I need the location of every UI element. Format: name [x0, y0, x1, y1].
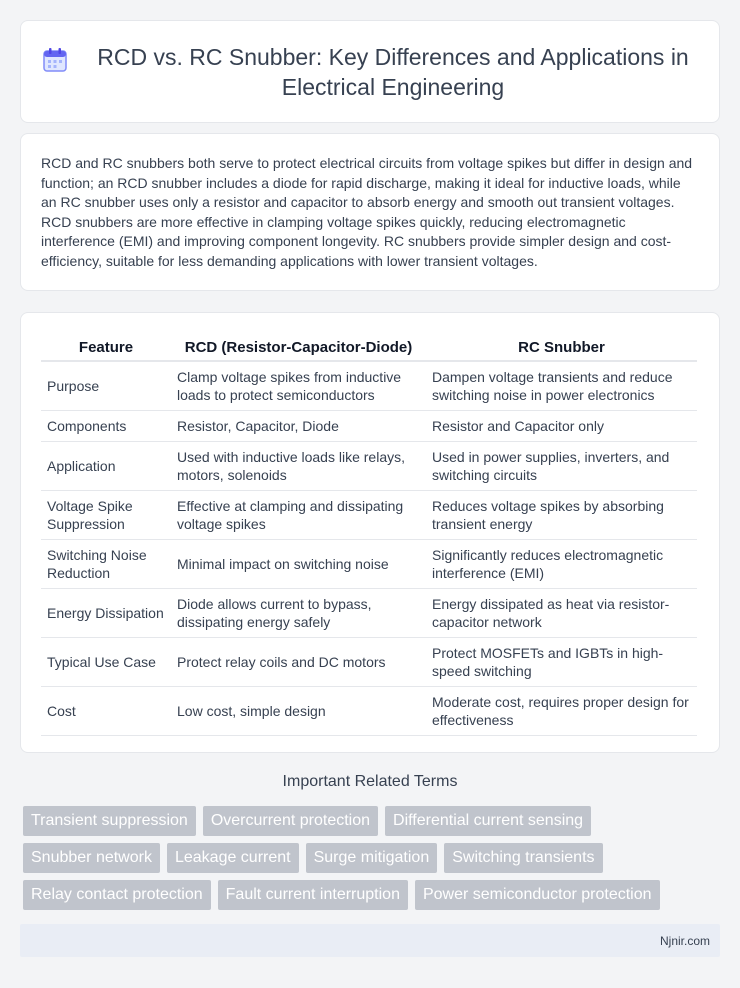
tag-power-semiconductor-protection[interactable]: Power semiconductor protection — [415, 880, 660, 910]
tag-fault-current-interruption[interactable]: Fault current interruption — [218, 880, 408, 910]
table-cell: Energy Dissipation — [41, 588, 171, 637]
intro-card — [20, 133, 720, 291]
tag-overcurrent-protection[interactable]: Overcurrent protection — [203, 806, 378, 836]
calendar-icon — [41, 46, 69, 74]
column-header-feature: Feature — [41, 331, 171, 361]
tag-leakage-current[interactable]: Leakage current — [167, 843, 299, 873]
table-cell: Voltage Spike Suppression — [41, 490, 171, 539]
table-cell: Minimal impact on switching noise — [171, 539, 426, 588]
tag-row — [23, 806, 723, 836]
table-cell: Moderate cost, requires proper design for effectiveness — [426, 686, 697, 735]
page-title: RCD vs. RC Snubber: Key Differences and Applications in Electrical Engineering — [97, 43, 689, 100]
tag-switching-transients[interactable]: Switching transients — [444, 843, 602, 873]
table-row — [41, 539, 697, 588]
table-cell: Energy dissipated as heat via resistor-capacitor network — [426, 588, 697, 637]
tag-relay-contact-protection[interactable]: Relay contact protection — [23, 880, 211, 910]
table-cell: Typical Use Case — [41, 637, 171, 686]
table-cell: Significantly reduces electromagnetic interference (EMI) — [426, 539, 697, 588]
table-header-row — [41, 331, 697, 361]
table-cell: Components — [41, 410, 171, 441]
footer — [20, 924, 720, 957]
table-cell: Resistor and Capacitor only — [426, 410, 697, 441]
comparison-table — [41, 331, 697, 736]
table-cell: Purpose — [41, 361, 171, 410]
table-row — [41, 588, 697, 637]
comparison-table-card — [20, 312, 720, 753]
column-header-rc: RC Snubber — [426, 331, 697, 361]
tag-transient-suppression[interactable]: Transient suppression — [23, 806, 196, 836]
title-card — [20, 20, 720, 123]
table-cell: Resistor, Capacitor, Diode — [171, 410, 426, 441]
tag-differential-current-sensing[interactable]: Differential current sensing — [385, 806, 591, 836]
intro-paragraph: RCD and RC snubbers both serve to protect electrical circuits from voltage spikes but differ in design and function; an RCD snubber includes a diode for rapid discharge, making it ideal for inductive loads, while an RC snubber uses only a resistor and capacitor to absorb energy and smooth out transient voltages. RCD snubbers are more effective in clamping voltage spikes quickly, reducing electromagnetic interference (EMI) and improving component longevity. RC snubbers provide simpler design and cost-efficiency, suitable for less demanding applications with lower transient voltages. — [41, 155, 693, 269]
table-row — [41, 686, 697, 735]
table-cell: Clamp voltage spikes from inductive loads to protect semiconductors — [171, 361, 426, 410]
footer-site-link[interactable]: Njnir.com — [659, 933, 710, 948]
related-terms-list — [23, 806, 723, 917]
table-row — [41, 441, 697, 490]
related-terms-heading: Important Related Terms — [282, 773, 458, 790]
tag-row — [23, 880, 723, 910]
table-cell: Low cost, simple design — [171, 686, 426, 735]
tag-row — [23, 843, 723, 873]
table-cell: Cost — [41, 686, 171, 735]
table-cell: Protect relay coils and DC motors — [171, 637, 426, 686]
table-cell: Application — [41, 441, 171, 490]
table-cell: Reduces voltage spikes by absorbing transient energy — [426, 490, 697, 539]
table-cell: Used with inductive loads like relays, motors, solenoids — [171, 441, 426, 490]
tag-surge-mitigation[interactable]: Surge mitigation — [306, 843, 438, 873]
table-cell: Used in power supplies, inverters, and switching circuits — [426, 441, 697, 490]
column-header-rcd: RCD (Resistor-Capacitor-Diode) — [171, 331, 426, 361]
table-row — [41, 490, 697, 539]
table-cell: Protect MOSFETs and IGBTs in high-speed switching — [426, 637, 697, 686]
table-cell: Diode allows current to bypass, dissipating energy safely — [171, 588, 426, 637]
table-cell: Dampen voltage transients and reduce switching noise in power electronics — [426, 361, 697, 410]
table-row — [41, 637, 697, 686]
table-cell: Effective at clamping and dissipating voltage spikes — [171, 490, 426, 539]
table-row — [41, 410, 697, 441]
tag-snubber-network[interactable]: Snubber network — [23, 843, 160, 873]
table-cell: Switching Noise Reduction — [41, 539, 171, 588]
table-row — [41, 361, 697, 410]
